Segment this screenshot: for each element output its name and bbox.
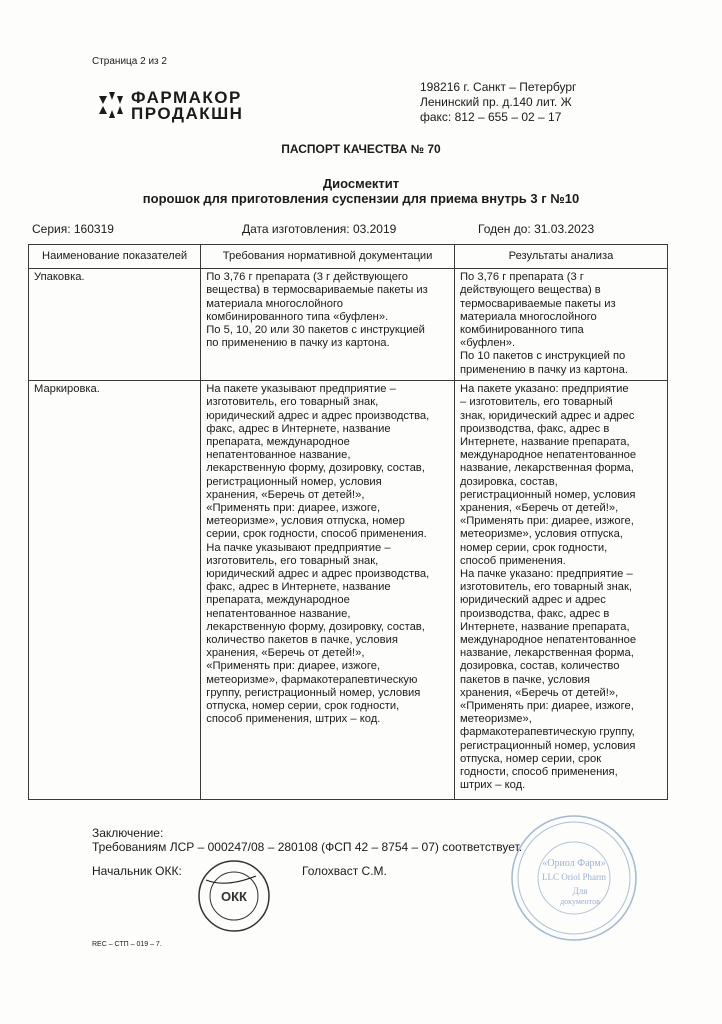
address-line: факс: 812 – 655 – 02 – 17 — [420, 110, 562, 124]
logo-line2: ПРОДАКШН — [131, 104, 244, 123]
cell-line: способ применения. — [459, 554, 566, 567]
table-header-row — [29, 245, 668, 269]
cell-line: метеоризме», условия отпуска, — [459, 528, 623, 541]
series: Серия: 160319 — [32, 222, 114, 236]
cell-line: На пакете указано: предприятие — [459, 383, 629, 396]
cell-line: – изготовитель, его товарный — [459, 396, 613, 409]
address-line: Ленинский пр. д.140 лит. Ж — [420, 95, 572, 109]
cell-line: знак, юридический адрес и адрес — [459, 409, 635, 422]
cell-line: факс, адрес в Интернете, название — [206, 581, 391, 594]
address-line: 198216 г. Санкт – Петербург — [420, 80, 577, 94]
cell-line: изготовитель, его товарный знак, — [459, 581, 632, 594]
company-stamp — [508, 812, 640, 944]
conclusion-text: Требованиям ЛСР – 000247/08 – 280108 (ФСП 42 – 8754 – 07) соответствует. — [92, 840, 523, 854]
cell-line: юридический адрес и адрес производства, — [206, 568, 430, 581]
cell-line: юридический адрес и адрес производства, — [206, 409, 430, 422]
cell-line: пакетов в пачке, условия — [459, 673, 590, 686]
result-cell — [454, 269, 667, 381]
cell-line: отпуска, номер серии, срок годности, — [206, 700, 400, 713]
okk-stamp — [196, 858, 272, 934]
cell-line: По 10 пакетов с инструкцией по — [459, 350, 626, 363]
cell-line: препарата, международное — [206, 594, 350, 607]
row-name: Упаковка. — [29, 269, 201, 381]
cell-line: юридический адрес и адрес — [459, 594, 606, 607]
footer-code: REC – СТП – 019 – 7. — [92, 941, 162, 948]
cell-line: По 3,76 г препарата (3 г — [459, 271, 584, 284]
cell-line: «Применять при: диарее, изжоге, — [459, 515, 634, 528]
cell-line: метеоризме», — [459, 713, 532, 726]
company-logo — [97, 88, 267, 124]
cell-line: Интернете, название препарата, — [459, 620, 630, 633]
cell-line: регистрационный номер, условия — [459, 488, 636, 501]
cell-line: регистрационный номер, условия — [206, 475, 382, 488]
result-cell — [454, 381, 667, 800]
cell-line: На пачке указывают предприятие – — [206, 541, 391, 554]
cell-line: регистрационный номер, условия — [459, 739, 636, 752]
cell-line: дозировка, состав, количество — [459, 660, 620, 673]
cell-line: «Применять при: диарее, изжоге, — [206, 502, 381, 515]
cell-line: количество пакетов в пачке, условия — [206, 634, 398, 647]
cell-line: хранения, «Беречь от детей!», — [206, 488, 365, 501]
company-address — [420, 80, 576, 125]
column-header: Требования нормативной документации — [201, 245, 455, 269]
page-number: Страница 2 из 2 — [92, 56, 167, 67]
svg-text:документов: документов — [560, 897, 600, 906]
table-row — [29, 269, 668, 381]
cell-line: производства, факс, адрес в — [459, 607, 610, 620]
cell-line: непатентованное название, — [206, 607, 351, 620]
row-name: Маркировка. — [29, 381, 201, 800]
column-header: Наименование показателей — [29, 245, 201, 269]
cell-line: комбинированного типа «буфлен». — [206, 310, 389, 323]
cell-line: применению в пачку из картона. — [459, 363, 628, 376]
cell-line: номер серии, срок годности, — [459, 541, 608, 554]
cell-line: по применению в пачку из картона. — [206, 337, 390, 350]
cell-line: название, лекарственная форма, — [459, 647, 634, 660]
cell-line: По 5, 10, 20 или 30 пакетов с инструкцией — [206, 324, 425, 337]
requirement-cell — [201, 269, 455, 381]
cell-line: изготовитель, его товарный знак, — [206, 396, 379, 409]
okk-stamp-text: ОКК — [221, 889, 247, 904]
svg-text:Для: Для — [572, 886, 588, 896]
logo-line1: ФАРМАКОР — [131, 88, 242, 107]
expiry-date: Годен до: 31.03.2023 — [478, 222, 595, 236]
cell-line: препарата, международное — [206, 436, 350, 449]
signer-name: Голохваст С.М. — [302, 864, 387, 878]
document-title: ПАСПОРТ КАЧЕСТВА № 70 — [281, 142, 441, 156]
product-name: Диосмектит — [322, 176, 400, 191]
cell-line: вещества) в термосвариваемые пакеты из — [206, 284, 428, 297]
cell-line: термосвариваемые пакеты из — [459, 297, 616, 310]
svg-text:«Ориол Фарм»: «Ориол Фарм» — [542, 858, 606, 869]
cell-line: «Применять при: диарее, изжоге, — [206, 660, 381, 673]
cell-line: дозировка, состав, — [459, 475, 558, 488]
conclusion-label: Заключение: — [92, 826, 164, 840]
signature-label: Начальник ОКК: — [92, 864, 182, 878]
cell-line: способ применения, штрих – код. — [206, 713, 381, 726]
cell-line: отпуска, номер серии, срок — [459, 752, 602, 765]
cell-line: хранения, «Беречь от детей!», — [459, 502, 619, 515]
cell-line: метеоризме», фармакотерапевтическую — [206, 673, 418, 686]
cell-line: По 3,76 г препарата (3 г действующего — [206, 271, 408, 284]
cell-line: международное непатентованное — [459, 449, 637, 462]
requirement-cell — [201, 381, 455, 800]
cell-line: хранения, «Беречь от детей!», — [459, 686, 619, 699]
product-description: порошок для приготовления суспензии для приема внутрь 3 г №10 — [142, 191, 580, 206]
column-header: Результаты анализа — [454, 245, 667, 269]
cell-line: факс, адрес в Интернете, название — [206, 422, 391, 435]
cell-line: действующего вещества) в — [459, 284, 601, 297]
cell-line: непатентованное название, — [206, 449, 351, 462]
cell-line: На пакете указывают предприятие – — [206, 383, 396, 396]
cell-line: На пачке указано: предприятие – — [459, 568, 633, 581]
cell-line: «буфлен». — [459, 337, 516, 350]
cell-line: материала многослойного — [206, 297, 343, 310]
cell-line: материала многослойного — [459, 310, 597, 323]
cell-line: Интернете, название препарата, — [459, 436, 630, 449]
quality-table — [28, 244, 668, 800]
cell-line: хранения, «Беречь от детей!», — [206, 647, 365, 660]
cell-line: метеоризме», условия отпуска, номер — [206, 515, 405, 528]
cell-line: серии, срок годности, способ применения. — [206, 528, 427, 541]
logo-mark-icon — [97, 90, 125, 120]
cell-line: международное непатентованное — [459, 634, 637, 647]
cell-line: название, лекарственная форма, — [459, 462, 634, 475]
table-row — [29, 381, 668, 800]
conclusion — [92, 826, 522, 854]
cell-line: лекарственную форму, дозировку, состав, — [206, 620, 425, 633]
cell-line: штрих – код. — [459, 779, 526, 792]
manufacture-date: Дата изготовления: 03.2019 — [242, 222, 397, 236]
cell-line: фармакотерапевтическую группу, — [459, 726, 635, 739]
cell-line: лекарственную форму, дозировку, состав, — [206, 462, 425, 475]
cell-line: комбинированного типа — [459, 324, 584, 337]
svg-text:LLC Oriol Pharm: LLC Oriol Pharm — [542, 872, 606, 882]
cell-line: «Применять при: диарее, изжоге, — [459, 700, 634, 713]
cell-line: годности, способ применения, — [459, 766, 618, 779]
cell-line: группу, регистрационный номер, условия — [206, 686, 421, 699]
cell-line: изготовитель, его товарный знак, — [206, 554, 379, 567]
cell-line: производства, факс, адрес в — [459, 422, 610, 435]
